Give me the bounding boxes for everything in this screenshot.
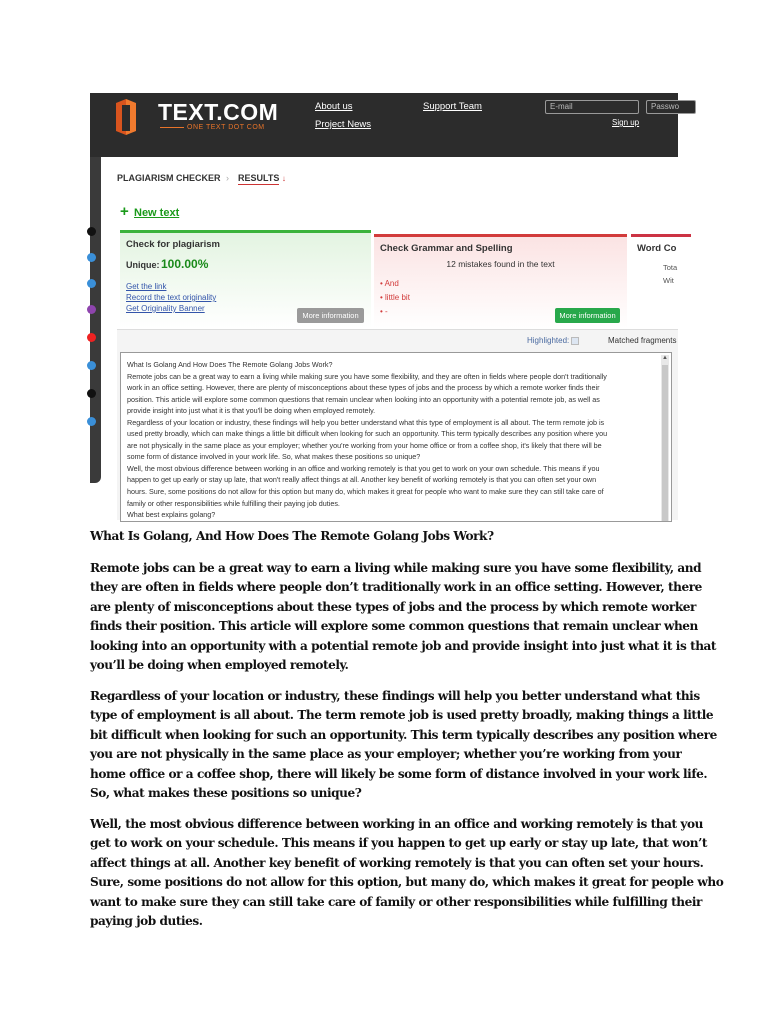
paragraph-line: finds their position. This article will explore some common questions that remain unclear when [90,619,698,634]
paragraph-line: affect things at all. Another key benefit of working remotely is that you can often set your hours. [90,855,704,870]
logo-subtitle: ONE TEXT DOT COM [160,124,265,131]
scrollbar[interactable] [661,355,669,521]
plagiarism-more-info-button[interactable]: More information [297,308,364,323]
breadcrumb-results[interactable] [238,173,286,183]
side-dot [87,333,96,342]
text-line: position. This article will explore some common questions that remain unclear when looking into an opportunity with a potential remote job, as well as [127,394,600,404]
matched-fragments-label: Matched fragments [608,336,677,345]
highlighted-label: Highlighted: [527,336,570,345]
grammar-more-info-button[interactable]: More information [555,308,620,323]
text-line: hours. Sure, some positions do not allow for this option but many do, which makes it great for people who want to make sure they can still take care of [127,487,604,497]
plagiarism-card [120,230,371,328]
checked-text-box[interactable] [120,352,672,522]
text-line: some form of distance involved in your work life. So, what makes these positions so unique? [127,452,421,462]
text-line: provide insight into just what it is that you'll be doing when employed remotely. [127,406,376,416]
word-total: Tota [663,263,678,272]
text-line: family or other responsibilities while fulfilling their paying job duties. [127,498,340,508]
unique-label: Unique: [126,260,160,270]
grammar-card [374,234,627,328]
text-line: used pretty broadly, which can make things a little bit difficult when looking for such an opportunity. This term typically describes any position where you [127,429,608,439]
record-originality-link[interactable]: Record the text originality [126,293,217,302]
word-count-card [631,234,691,328]
side-panel-edge [90,157,101,483]
breadcrumb-results-label: RESULTS [238,173,280,183]
paragraph-line: home office or a coffee shop, there will likely be some form of distance involved in your work life. [90,766,708,781]
side-dot [87,253,96,262]
logo-text: TEXT.COM [158,99,279,125]
paragraph-lines [90,559,717,675]
paragraph-line: bit difficult when looking for such an opportunity. This term typically describes any position where [90,727,717,742]
paragraph-line: they are often in fields where people don’t traditionally work in an office setting. However, there [90,580,702,595]
side-dot [87,389,96,398]
text-line: What Is Golang And How Does The Remote Golang Jobs Work? [127,360,333,369]
paragraph-line: Sure, some positions do not allow for this option, but many do, which makes it great for people who [90,875,724,890]
text-line: happen to get up early or stay up late, that won't really affect things at all. Another key benefit of working remotely is that you can often set your own [127,475,597,485]
side-dot [87,361,96,370]
breadcrumb-separator: › [226,173,229,183]
originality-banner-link[interactable]: Get Originality Banner [126,304,205,313]
paragraph-line: So, what makes these positions so unique? [90,786,362,801]
paragraph-lines [90,815,724,931]
side-dot [87,227,96,236]
side-dot [87,305,96,314]
nav-project-news-link[interactable]: Project News [315,119,371,130]
breadcrumb-plagiarism-checker[interactable]: PLAGIARISM CHECKER [117,173,221,183]
new-text-link[interactable]: New text [134,207,180,219]
text-line: Well, the most obvious difference between working in an office and working remotely is that you get to work on your own schedule. This means if you [127,463,600,473]
highlight-swatch [571,337,579,345]
paragraph-line: looking into an opportunity with a potential remote job and provide insight into just what it is that [90,638,717,653]
paragraph-line: paying job duties. [90,914,203,929]
checked-text-lines [127,359,657,521]
down-arrow-icon: ↓ [281,174,286,183]
paragraph-line: type of employment is all about. The term remote job is used pretty broadly, making things a little [90,708,714,723]
text-line: are not physically in the same place as your employer; whether you're working from your home office or from a coffee shop, it's likely that there will be [127,440,602,450]
highlighted-legend [527,336,579,345]
side-dot [87,279,96,288]
paragraph-line: Regardless of your location or industry, these findings will help you better understand what this [90,689,700,703]
document-paragraph-1 [90,559,717,675]
password-field[interactable]: Passwo [646,100,696,114]
paragraph-line: get to work on your schedule. This means if you happen to get up early or stay up late, that won’t [90,836,707,851]
document-title: What Is Golang, And How Does The Remote Golang Jobs Work? [90,529,494,543]
document-paragraph-3 [90,815,724,931]
side-dot [87,417,96,426]
document-paragraph-2 [90,687,717,803]
plus-icon: + [120,203,129,220]
text-line: Regardless of your location or industry, these findings will help you better understand what this type of employment is all about. The term remote job is [127,417,605,427]
embedded-screenshot [90,93,680,520]
word-card-title: Word Co [637,243,677,254]
paragraph-line: you are not physically in the same place as your employer; whether you’re working from your [90,747,682,762]
mistakes-count: 12 mistakes found in the text [446,259,555,269]
get-link[interactable]: Get the link [126,282,167,291]
nav-about-link[interactable]: About us [315,101,353,112]
signup-link[interactable]: Sign up [612,118,640,127]
logo-icon [114,97,138,137]
word-with: Wit [663,276,674,285]
site-header [90,93,678,157]
grammar-card-title: Check Grammar and Spelling [380,243,513,254]
text-line: work in an office setting. However, there are plenty of misconceptions about these types of jobs and the process by which a remote worker finds their [127,383,600,393]
text-line: What best explains golang? [127,510,216,520]
plagiarism-card-title: Check for plagiarism [126,239,220,250]
mistake-item[interactable]: • - [380,307,388,316]
nav-support-link[interactable]: Support Team [423,101,482,112]
email-field[interactable]: E-mail [545,100,639,114]
paragraph-line: Remote jobs can be a great way to earn a living while making sure you have some flexibility, and [90,561,702,575]
paragraph-line: are plenty of misconceptions about these types of jobs and the process by which remote worker [90,599,696,614]
text-line: Remote jobs can be a great way to earn a living while making sure you have some flexibility, and they are often in fields where people don't traditionally [127,371,607,381]
paragraph-line: Well, the most obvious difference between working in an office and working remotely is that you [90,817,703,831]
paragraph-line: you’ll be doing when employed remotely. [90,658,349,673]
paragraph-lines [90,687,717,803]
mistake-item[interactable]: • little bit [380,293,410,302]
paragraph-line: want to make sure they can still take care of family or other responsibilities while fulfilling their [90,894,702,909]
mistake-item[interactable]: • And [380,279,399,288]
unique-value: 100.00% [161,257,209,271]
